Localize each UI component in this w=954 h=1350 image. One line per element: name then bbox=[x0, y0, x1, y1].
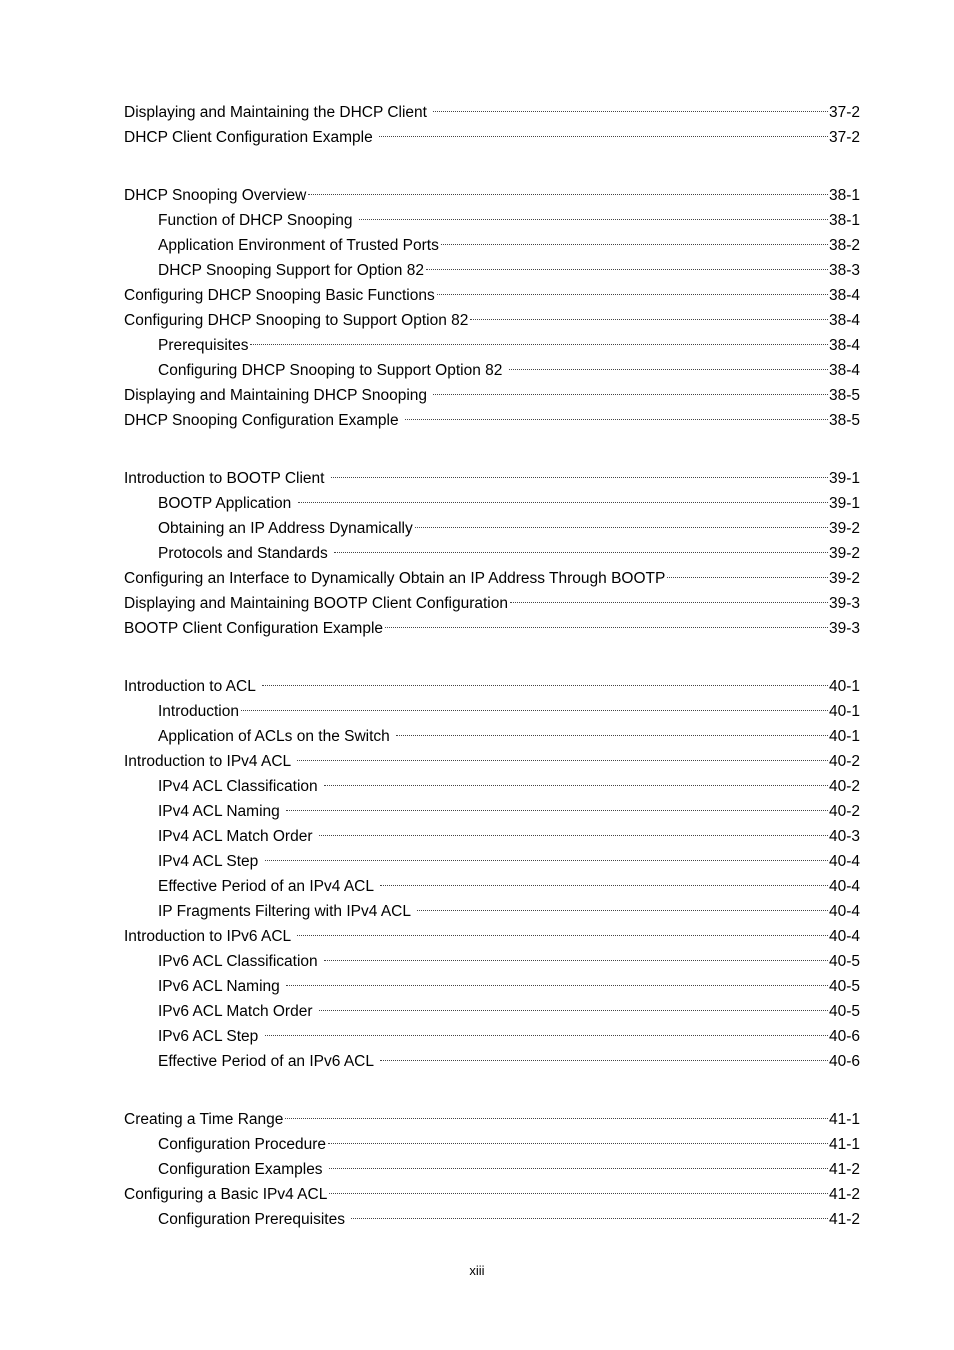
dot-leader bbox=[437, 294, 828, 295]
toc-entry-page: 38-5 bbox=[828, 387, 860, 404]
toc-entry-page: 38-1 bbox=[828, 212, 860, 229]
toc-entry[interactable] bbox=[124, 1107, 860, 1132]
toc-entry-page: 39-2 bbox=[828, 570, 860, 587]
toc-entry-title: Configuring DHCP Snooping to Support Option 82 bbox=[124, 312, 469, 329]
toc-entry-title: DHCP Snooping Configuration Example bbox=[124, 412, 403, 429]
toc-entry-page: 40-4 bbox=[828, 878, 860, 895]
toc-entry[interactable] bbox=[124, 1049, 860, 1074]
toc-entry[interactable] bbox=[124, 1207, 860, 1232]
toc-entry-title: DHCP Snooping Support for Option 82 bbox=[158, 262, 424, 279]
toc-entry-title: Introduction to BOOTP Client bbox=[124, 470, 329, 487]
toc-entry[interactable] bbox=[124, 208, 860, 233]
toc-entry-page: 40-1 bbox=[828, 728, 860, 745]
toc-entry[interactable] bbox=[124, 125, 860, 150]
dot-leader bbox=[262, 685, 828, 686]
toc-entry[interactable] bbox=[124, 774, 860, 799]
toc-entry[interactable] bbox=[124, 100, 860, 125]
toc-entry-page: 40-4 bbox=[828, 853, 860, 870]
toc-entry-title: Displaying and Maintaining DHCP Snooping bbox=[124, 387, 432, 404]
toc-entry-title: IPv6 ACL Match Order bbox=[158, 1003, 317, 1020]
dot-leader bbox=[297, 935, 828, 936]
toc-entry[interactable] bbox=[124, 1024, 860, 1049]
dot-leader bbox=[405, 419, 828, 420]
toc-entry-title: IPv4 ACL Classification bbox=[158, 778, 322, 795]
toc-entry[interactable] bbox=[124, 308, 860, 333]
dot-leader bbox=[298, 502, 828, 503]
toc-entry-title: IPv6 ACL Step bbox=[158, 1028, 263, 1045]
dot-leader bbox=[509, 369, 828, 370]
toc-entry-title: Introduction to IPv6 ACL bbox=[124, 928, 295, 945]
toc-entry[interactable] bbox=[124, 1157, 860, 1182]
dot-leader bbox=[441, 244, 828, 245]
toc-entry-page: 38-4 bbox=[828, 362, 860, 379]
toc-entry-title: Protocols and Standards bbox=[158, 545, 333, 562]
toc-entry-page: 38-3 bbox=[828, 262, 860, 279]
toc-entry[interactable] bbox=[124, 874, 860, 899]
toc-entry[interactable] bbox=[124, 1132, 860, 1157]
dot-leader bbox=[308, 194, 828, 195]
toc-entry-page: 40-5 bbox=[828, 953, 860, 970]
toc-entry[interactable] bbox=[124, 358, 860, 383]
dot-leader bbox=[380, 885, 828, 886]
toc-entry[interactable] bbox=[124, 516, 860, 541]
dot-leader bbox=[250, 344, 828, 345]
toc-entry-title: IP Fragments Filtering with IPv4 ACL bbox=[158, 903, 415, 920]
toc-entry-page: 40-2 bbox=[828, 778, 860, 795]
toc-entry-title: Displaying and Maintaining the DHCP Client bbox=[124, 104, 432, 121]
toc-entry-title: Configuring an Interface to Dynamically Obtain an IP Address Through BOOTP bbox=[124, 570, 666, 587]
toc-entry-title: DHCP Client Configuration Example bbox=[124, 129, 377, 146]
toc-entry-title: IPv4 ACL Match Order bbox=[158, 828, 317, 845]
toc-entry-page: 38-4 bbox=[828, 287, 860, 304]
dot-leader bbox=[510, 602, 828, 603]
toc-entry-title: Displaying and Maintaining BOOTP Client Configuration bbox=[124, 595, 508, 612]
toc-entry[interactable] bbox=[124, 258, 860, 283]
dot-leader bbox=[265, 860, 828, 861]
dot-leader bbox=[380, 1060, 828, 1061]
toc-entry-page: 39-3 bbox=[828, 595, 860, 612]
toc-entry-page: 40-6 bbox=[828, 1028, 860, 1045]
toc-entry-page: 41-1 bbox=[828, 1111, 860, 1128]
toc-entry-title: Obtaining an IP Address Dynamically bbox=[158, 520, 413, 537]
toc-entry-page: 40-5 bbox=[828, 978, 860, 995]
toc-entry-page: 40-5 bbox=[828, 1003, 860, 1020]
dot-leader bbox=[359, 219, 828, 220]
toc-entry-page: 40-2 bbox=[828, 803, 860, 820]
toc-entry-page: 40-1 bbox=[828, 678, 860, 695]
dot-leader bbox=[667, 577, 828, 578]
toc-entry-title: Effective Period of an IPv4 ACL bbox=[158, 878, 378, 895]
toc-entry-title: Configuration Examples bbox=[158, 1161, 327, 1178]
toc-entry-page: 38-5 bbox=[828, 412, 860, 429]
toc-entry[interactable] bbox=[124, 333, 860, 358]
toc-entry-page: 40-3 bbox=[828, 828, 860, 845]
dot-leader bbox=[331, 477, 828, 478]
table-of-contents bbox=[124, 100, 860, 1232]
toc-group bbox=[124, 183, 860, 433]
toc-entry-title: Introduction to IPv4 ACL bbox=[124, 753, 295, 770]
toc-entry-title: Configuration Prerequisites bbox=[158, 1211, 350, 1228]
toc-entry-title: IPv4 ACL Step bbox=[158, 853, 263, 870]
dot-leader bbox=[385, 627, 828, 628]
toc-entry[interactable] bbox=[124, 749, 860, 774]
dot-leader bbox=[297, 760, 828, 761]
toc-entry-page: 37-2 bbox=[828, 104, 860, 121]
toc-entry[interactable] bbox=[124, 674, 860, 699]
toc-entry-page: 40-2 bbox=[828, 753, 860, 770]
toc-entry-title: Application of ACLs on the Switch bbox=[158, 728, 395, 745]
toc-entry-page: 39-1 bbox=[828, 470, 860, 487]
toc-entry-page: 38-4 bbox=[828, 337, 860, 354]
dot-leader bbox=[329, 1168, 828, 1169]
toc-entry-title: BOOTP Application bbox=[158, 495, 296, 512]
dot-leader bbox=[415, 527, 828, 528]
toc-entry-page: 39-2 bbox=[828, 520, 860, 537]
dot-leader bbox=[324, 960, 828, 961]
dot-leader bbox=[319, 1010, 828, 1011]
toc-group bbox=[124, 466, 860, 641]
toc-entry[interactable] bbox=[124, 824, 860, 849]
toc-entry-page: 39-1 bbox=[828, 495, 860, 512]
toc-entry[interactable] bbox=[124, 949, 860, 974]
toc-entry-title: Creating a Time Range bbox=[124, 1111, 284, 1128]
toc-entry[interactable] bbox=[124, 491, 860, 516]
toc-entry[interactable] bbox=[124, 233, 860, 258]
toc-entry[interactable] bbox=[124, 724, 860, 749]
toc-entry[interactable] bbox=[124, 283, 860, 308]
toc-entry-page: 38-2 bbox=[828, 237, 860, 254]
dot-leader bbox=[351, 1218, 828, 1219]
toc-entry-page: 40-6 bbox=[828, 1053, 860, 1070]
toc-entry-title: IPv6 ACL Naming bbox=[158, 978, 285, 995]
toc-group bbox=[124, 1107, 860, 1232]
toc-entry-page: 41-2 bbox=[828, 1211, 860, 1228]
toc-entry[interactable] bbox=[124, 408, 860, 433]
toc-entry-title: Introduction bbox=[158, 703, 239, 720]
dot-leader bbox=[433, 394, 828, 395]
toc-entry-page: 37-2 bbox=[828, 129, 860, 146]
toc-entry[interactable] bbox=[124, 466, 860, 491]
toc-entry-title: Effective Period of an IPv6 ACL bbox=[158, 1053, 378, 1070]
toc-entry-title: IPv6 ACL Classification bbox=[158, 953, 322, 970]
toc-entry-title: Configuration Procedure bbox=[158, 1136, 327, 1153]
toc-entry-title: BOOTP Client Configuration Example bbox=[124, 620, 384, 637]
toc-entry[interactable] bbox=[124, 183, 860, 208]
toc-group bbox=[124, 100, 860, 150]
toc-entry-page: 41-1 bbox=[828, 1136, 860, 1153]
dot-leader bbox=[329, 1193, 828, 1194]
toc-entry-title: DHCP Snooping Overview bbox=[124, 187, 307, 204]
toc-entry-title: Introduction to ACL bbox=[124, 678, 260, 695]
dot-leader bbox=[379, 136, 828, 137]
toc-entry-title: Configuring a Basic IPv4 ACL bbox=[124, 1186, 328, 1203]
dot-leader bbox=[324, 785, 828, 786]
dot-leader bbox=[265, 1035, 828, 1036]
toc-entry[interactable] bbox=[124, 974, 860, 999]
toc-entry-page: 41-2 bbox=[828, 1186, 860, 1203]
dot-leader bbox=[426, 269, 828, 270]
dot-leader bbox=[328, 1143, 828, 1144]
toc-entry-title: Configuring DHCP Snooping Basic Functions bbox=[124, 287, 435, 304]
toc-entry-page: 39-3 bbox=[828, 620, 860, 637]
toc-entry-page: 38-1 bbox=[828, 187, 860, 204]
toc-entry-title: IPv4 ACL Naming bbox=[158, 803, 285, 820]
toc-entry[interactable] bbox=[124, 616, 860, 641]
toc-entry[interactable] bbox=[124, 799, 860, 824]
dot-leader bbox=[286, 985, 828, 986]
toc-entry-page: 38-4 bbox=[828, 312, 860, 329]
toc-entry[interactable] bbox=[124, 591, 860, 616]
dot-leader bbox=[470, 319, 828, 320]
toc-entry-title: Function of DHCP Snooping bbox=[158, 212, 357, 229]
dot-leader bbox=[433, 111, 828, 112]
toc-entry[interactable] bbox=[124, 541, 860, 566]
toc-entry[interactable] bbox=[124, 899, 860, 924]
toc-entry-title: Configuring DHCP Snooping to Support Option 82 bbox=[158, 362, 507, 379]
toc-entry[interactable] bbox=[124, 849, 860, 874]
dot-leader bbox=[286, 810, 828, 811]
toc-entry[interactable] bbox=[124, 1182, 860, 1207]
toc-group bbox=[124, 674, 860, 1074]
dot-leader bbox=[241, 710, 828, 711]
toc-entry[interactable] bbox=[124, 999, 860, 1024]
dot-leader bbox=[334, 552, 828, 553]
toc-entry-title: Prerequisites bbox=[158, 337, 249, 354]
toc-entry[interactable] bbox=[124, 924, 860, 949]
toc-entry[interactable] bbox=[124, 383, 860, 408]
toc-entry-page: 40-4 bbox=[828, 903, 860, 920]
dot-leader bbox=[396, 735, 828, 736]
toc-entry-title: Application Environment of Trusted Ports bbox=[158, 237, 439, 254]
dot-leader bbox=[417, 910, 828, 911]
toc-entry-page: 40-1 bbox=[828, 703, 860, 720]
toc-entry[interactable] bbox=[124, 699, 860, 724]
toc-entry-page: 41-2 bbox=[828, 1161, 860, 1178]
toc-entry-page: 40-4 bbox=[828, 928, 860, 945]
page-number: xiii bbox=[469, 1263, 485, 1278]
dot-leader bbox=[319, 835, 828, 836]
dot-leader bbox=[285, 1118, 828, 1119]
toc-entry-page: 39-2 bbox=[828, 545, 860, 562]
toc-entry[interactable] bbox=[124, 566, 860, 591]
